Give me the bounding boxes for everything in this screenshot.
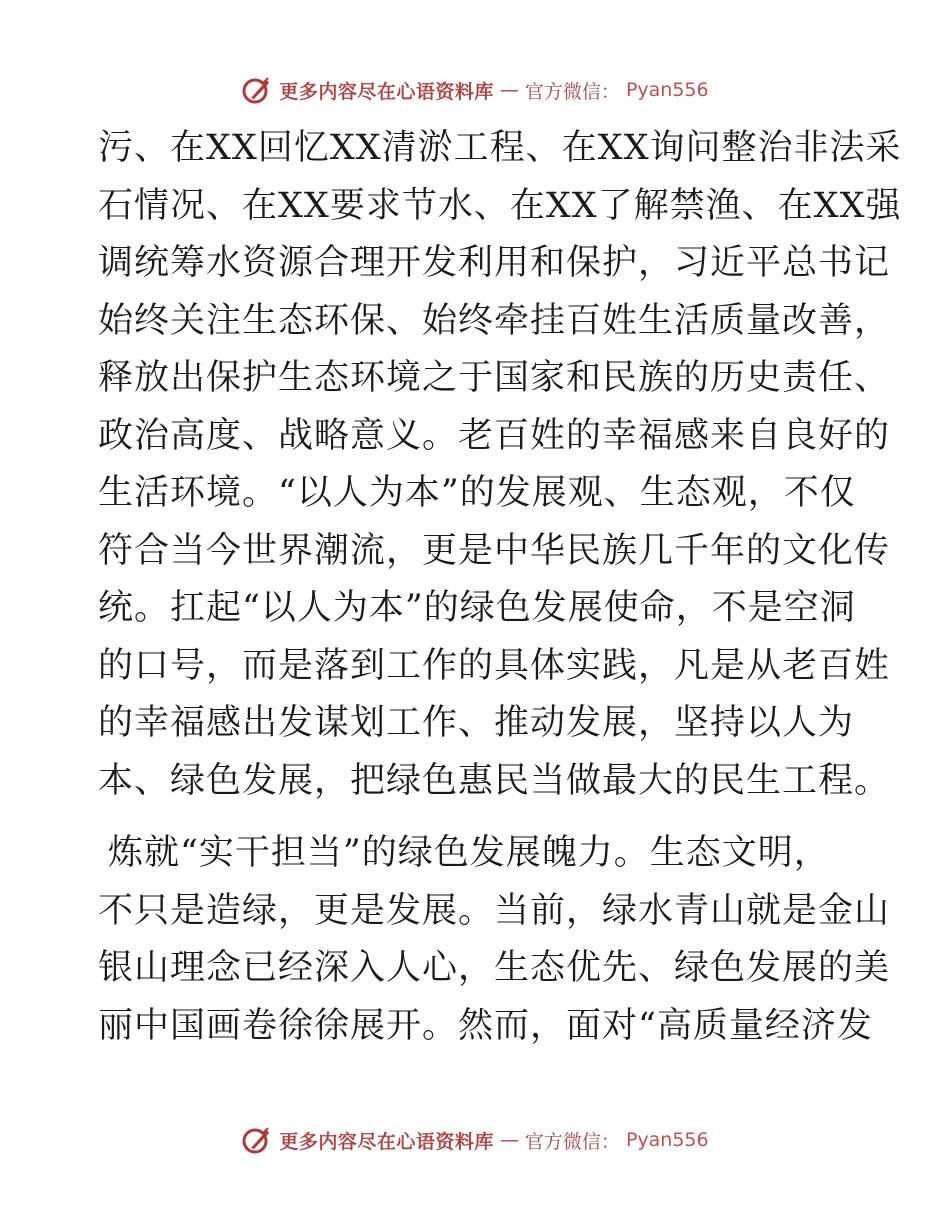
text-line: 释放出保护生态环境之于国家和民族的历史责任、 xyxy=(98,358,891,398)
banner-main-text: 更多内容尽在心语资料库 xyxy=(279,1130,494,1153)
banner-dash: — xyxy=(499,1129,519,1151)
text-line: 丽中国画卷徐徐展开。然而，面对“高质量经济发 xyxy=(98,1005,873,1046)
text-line: 污、在XX回忆XX清淤工程、在XX询问整治非法采 xyxy=(98,128,902,168)
text-line: 符合当今世界潮流，更是中华民族几千年的文化传 xyxy=(98,530,891,571)
document-body xyxy=(98,120,902,1055)
banner-wechat-id: Pyan556 xyxy=(625,1129,709,1151)
header-banner xyxy=(0,70,950,110)
banner-wechat-label: 官方微信： xyxy=(524,1130,620,1153)
text-line: 的口号，而是落到工作的具体实践，凡是从老百姓 xyxy=(98,645,891,686)
banner-wechat-label: 官方微信： xyxy=(524,80,620,103)
feather-logo-icon xyxy=(241,1124,273,1156)
text-line: 的幸福感出发谋划工作、推动发展，坚持以人为 xyxy=(98,703,855,743)
text-line: 调统筹水资源合理开发利用和保护，习近平总书记 xyxy=(98,243,891,283)
banner-dash: — xyxy=(499,79,519,101)
feather-logo-icon xyxy=(241,74,273,106)
text-line: 不只是造绿，更是发展。当前，绿水青山就是金山 xyxy=(98,890,891,931)
text-line: 炼就“实干担当”的绿色发展魄力。生态文明， xyxy=(108,833,830,873)
text-line: 始终关注生态环保、始终牵挂百姓生活质量改善， xyxy=(98,300,891,341)
text-line: 生活环境。“以人为本”的发展观、生态观，不仅 xyxy=(98,473,856,513)
paragraph-1 xyxy=(98,120,902,810)
text-line: 银山理念已经深入人心，生态优先、绿色发展的美 xyxy=(98,948,891,988)
text-line: 本、绿色发展，把绿色惠民当做最大的民生工程。 xyxy=(98,760,891,801)
banner-wechat-id: Pyan556 xyxy=(625,79,709,101)
paragraph-2 xyxy=(98,825,891,1055)
text-line: 政治高度、战略意义。老百姓的幸福感来自良好的 xyxy=(98,415,891,456)
banner-main-text: 更多内容尽在心语资料库 xyxy=(279,80,494,103)
footer-banner xyxy=(0,1120,950,1160)
text-line: 石情况、在XX要求节水、在XX了解禁渔、在XX强 xyxy=(98,185,902,226)
text-line: 统。扛起“以人为本”的绿色发展使命，不是空洞 xyxy=(98,588,856,628)
